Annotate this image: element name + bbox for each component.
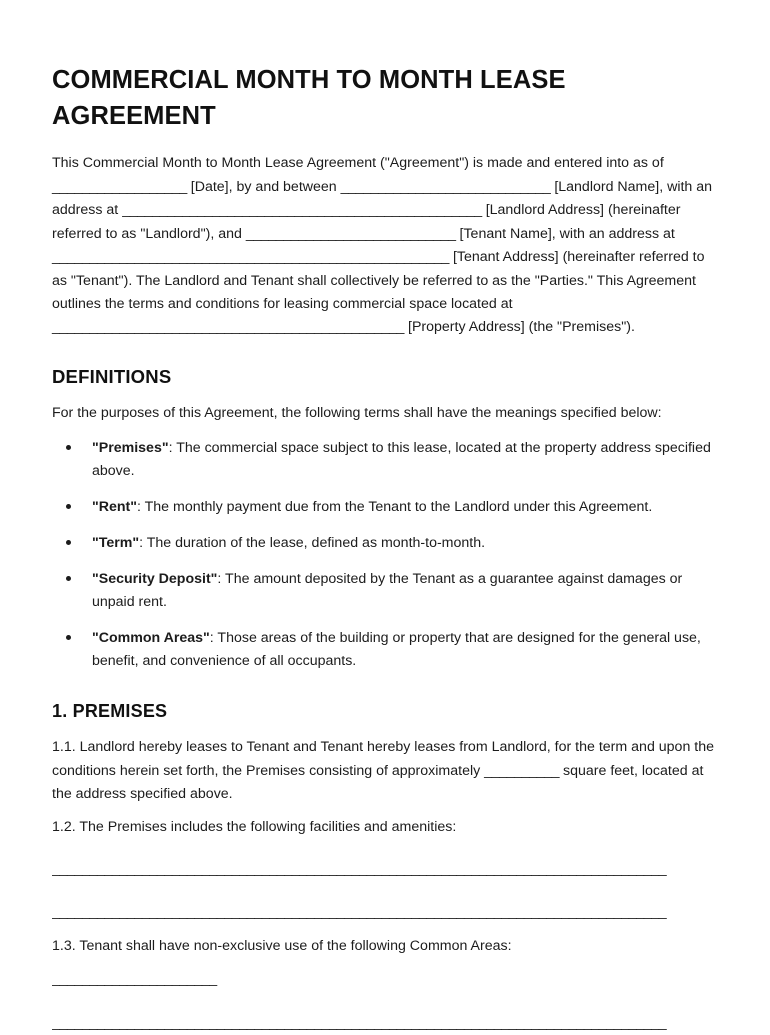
definitions-lead: For the purposes of this Agreement, the following terms shall have the meanings specified below: — [52, 404, 662, 421]
definition-text: : The monthly payment due from the Tenant to the Landlord under this Agreement. — [136, 499, 653, 516]
clause-1-1-text-2: square feet, located at the address specified above. — [52, 762, 704, 803]
list-item — [52, 627, 718, 673]
clause-1-3: 1.3. Tenant shall have non-exclusive use of the following Common Areas: — [52, 937, 512, 954]
definitions-list — [52, 437, 718, 673]
intro-text-5: [Tenant Name], with an address at — [455, 225, 675, 242]
list-item — [52, 532, 718, 555]
definition-term: "Common Areas" — [92, 630, 210, 647]
blank-landlord-name: ____________________________ — [340, 178, 551, 195]
intro-text-7: [Property Address] (the "Premises"). — [404, 319, 635, 336]
intro-text-4: [Landlord Address] (hereinafter referred to as "Landlord"), and — [52, 202, 681, 242]
list-item — [52, 496, 718, 519]
blank-fill-line-2: __________________________________________________________________________________ — [52, 904, 667, 921]
intro-text-1: This Commercial Month to Month Lease Agreement ("Agreement") is made and entered into as of — [52, 155, 664, 172]
blank-fill-line-1: __________________________________________________________________________________ — [52, 860, 667, 877]
intro-text-6: [Tenant Address] (hereinafter referred to as "Tenant"). The Landlord and Tenant shall collectively be referred to as the "Parties." This Agreement outlines the terms and conditions for leasing commercial space located at — [52, 249, 705, 312]
intro-text-3: [Landlord Name], with an address at — [52, 178, 713, 219]
definition-text: : The commercial space subject to this lease, located at the property address specified above. — [92, 440, 711, 480]
clause-1-1 — [52, 736, 718, 806]
blank-fill-line-3: __________________________________________________________________________________ — [52, 1014, 667, 1031]
list-item — [52, 437, 718, 483]
intro-paragraph — [52, 152, 718, 339]
definition-text: : The duration of the lease, defined as month-to-month. — [139, 535, 486, 552]
intro-text-2: [Date], by and between — [186, 178, 341, 195]
document-title: COMMERCIAL MONTH TO MONTH LEASE AGREEMENT — [52, 66, 566, 131]
clause-1-1-text-1: 1.1. Landlord hereby leases to Tenant and Tenant hereby leases from Landlord, for the term and upon the conditions herein set forth, the Premises consisting of approximately — [52, 739, 715, 779]
clause-1-2: 1.2. The Premises includes the following facilities and amenities: — [52, 819, 457, 836]
blank-fill-line-short: ______________________ — [52, 971, 217, 988]
definition-term: "Premises" — [92, 440, 169, 457]
blank-date: __________________ — [52, 178, 187, 195]
blank-property-address: _______________________________________________ — [52, 319, 405, 336]
definition-term: "Rent" — [92, 499, 137, 516]
definition-text: : Those areas of the building or property that are designed for the general use, benefit, and convenience of all occupants. — [92, 630, 701, 670]
definition-text: : The amount deposited by the Tenant as a guarantee against damages or unpaid rent. — [92, 571, 683, 611]
definition-term: "Term" — [92, 535, 140, 552]
definitions-heading: DEFINITIONS — [52, 365, 172, 387]
list-item — [52, 568, 718, 614]
blank-tenant-name: ____________________________ — [245, 225, 456, 242]
blank-landlord-address: ________________________________________________ — [122, 202, 482, 219]
blank-tenant-address: _____________________________________________________ — [52, 249, 449, 266]
blank-square-feet: __________ — [484, 762, 560, 779]
premises-heading: 1. PREMISES — [52, 701, 168, 722]
definition-term: "Security Deposit" — [92, 571, 218, 588]
